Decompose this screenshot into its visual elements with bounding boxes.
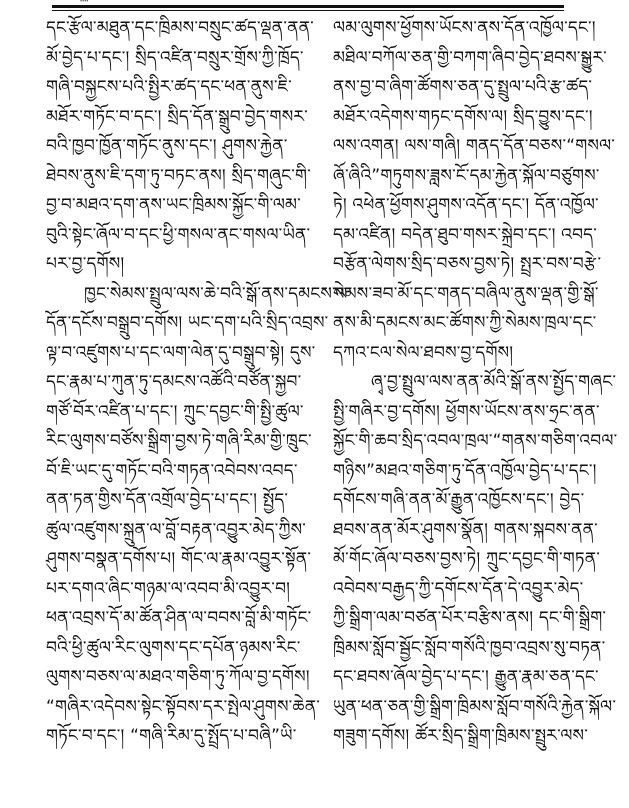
- header-rule-thin: [52, 10, 564, 11]
- header-rule-thick: [52, 5, 564, 8]
- text-line: ལས་འགན། ལས་གཞི། གནད་དོན་བཅས་“གསལ་: [333, 136, 616, 156]
- text-line: ལྟ་བ་འཛུགས་པ་དང་ལག་ལེན་དུ་བསྒྲུབ་སྟེ། དུས་: [46, 342, 316, 363]
- text-line: ཁྱང་སེམས་སྤྲུལ་ལས་ཆེ་བའི་སྒོ་ནས་དམངས་ལ་: [84, 283, 352, 304]
- text-line: དང་ཐབས་ཞོལ་བྱེད་པ་དང་། རྒྱུན་རྣམ་ཅན་དང་: [333, 667, 599, 687]
- text-line: ནས་བྱ་བ་ཞིག་ཚོགས་ཅན་དུ་སྤྲུལ་པའི་རྩ་ཚད་: [333, 77, 593, 97]
- text-line: གཞི་བསྐྱངས་པའི་སྤྱིར་ཚད་དང་ཕན་ནུས་ཇི་: [46, 77, 292, 97]
- text-line: སེམས་ཟབ་མོ་དང་གནད་བཞིལ་ནུས་ལྡན་གྱི་སྒོ་: [333, 283, 599, 304]
- text-line: “གཞིར་འདེབས་སྟེང་སྟོབས་དར་སྤེལ་ཤུགས་ཆེན་: [46, 696, 321, 717]
- text-line: ཚུལ་འཛུགས་སྐྲུན་ལ་བློ་བརྟན་འབྱུར་མེད་ཀྱིས་: [46, 519, 307, 540]
- text-line: ཕན་འབྲས་དོ་མ་ཚོན་ཤིན་ལ་བབས་བློ་མི་གཏོང་: [46, 608, 312, 628]
- left-column: [46, 14, 352, 752]
- text-line: བྱ་བ་མཐའ་དག་ནས་ཡང་ཁྲིམས་སྐྱོང་གི་ལམ་: [46, 195, 301, 215]
- text-line: མོ་གོང་ཞོལ་བཅས་བྱས་ཏེ། ཀྲུང་དབྱང་གི་གཏན་: [333, 549, 601, 569]
- text-line: ཀྱི་སྒྲིག་ལམ་བཙན་པོར་བརྩིས་ནས། དང་གི་སྒྲིག་: [333, 608, 607, 628]
- text-line: བའི་ཁྱབ་ཁྱོན་གཏོང་ནུས་དང་། ཤུགས་རྐྱེན་: [46, 136, 288, 156]
- text-line: སྤྱི་གཞིར་བྱ་དགོས། ཕྱོགས་ཡོངས་ནས་ཧྲང་ནན་: [333, 401, 600, 422]
- text-line: དགོངས་གཞི་ནན་མོ་རྒྱུན་འཁྱོངས་དང་། བྱེད་: [333, 490, 585, 510]
- text-line: ལམ་ལུགས་ཕྱོགས་ཡོངས་ནས་དོན་འཁྱོལ་དང་།: [333, 18, 596, 38]
- text-line: ལུགས་བཅས་ལ་མཐའ་གཅིག་ཏུ་ཀོལ་བྱ་དགོས།: [46, 667, 310, 687]
- text-line: རིང་ལུགས་བཙོས་སྒྲིག་བྱས་ཏེ་གཞི་རིམ་གྱི་ཁྲུང་: [46, 431, 312, 451]
- text-line: མཐོར་གཏོང་བ་དང་། སྲིད་དོན་སྒྲུབ་བྱེད་གསར་: [46, 106, 308, 127]
- text-line: ཁྲིམས་སློབ་སྦྱོང་སློབ་གསོའི་ཁྱབ་འབྲས་སུ་བཏན་: [333, 637, 606, 658]
- right-column: [333, 14, 618, 752]
- text-line: མཐོར་འདེགས་གཏང་དགོས་ལ། སྲིད་བྱུས་དང་།: [333, 106, 593, 127]
- text-line: དམ་འཛིན། བདེན་ཐུབ་གསར་སྐྲེབ་དང་། འབད་: [333, 224, 597, 245]
- text-line: དང་རྩོལ་མཐུན་དང་ཁྲིམས་བསྲུང་ཚད་ལྡན་ནན་: [46, 18, 314, 38]
- text-line: ཐབས་ནན་མོར་ཤུགས་སྣོན། གནས་སྐབས་ནན་: [333, 519, 598, 540]
- text-line: གཟུག་དགོས། ཚོར་སྲིད་སྒྲིག་ཁྲིམས་སྤྲུར་ལས་: [333, 726, 588, 746]
- text-line: བའི་ཕྱི་ཚུལ་རིང་ལུགས་དང་དཔོན་ཉམས་རིང་: [46, 637, 301, 658]
- text-line: གཉིས”མཐའ་གཅིག་ཏུ་དོན་འཁྱོལ་བྱེད་པ་དང་།: [333, 460, 597, 481]
- text-line: ནས་མི་དམངས་མང་ཚོགས་ཀྱི་སེམས་ཁྲལ་དང་: [333, 313, 597, 333]
- text-line: ཞོ་ཞིའི”གཏུགས་ཟླས་ངོ་དམ་རྐྱེན་སྐོལ་བཙུགས་: [333, 165, 600, 186]
- text-line: བརྩོན་ལེགས་སྲིད་བཅས་བྱས་ཏེ། སྤྲར་བས་བརྩེ་: [333, 254, 602, 274]
- text-line: དང་རྣམ་པ་ཀུན་ཏུ་དམངས་འཚོའི་བཙོན་སྐྱབ་: [46, 372, 302, 392]
- text-line: ཏེ། འཕེན་ཕྱོགས་ཤུགས་འདོན་དང་། དོན་འཁྱོལ་: [333, 195, 599, 215]
- text-line: བུའི་སྟེང་ཞོལ་བ་དང་ཕྱི་གསལ་ནང་གསལ་ཡིན་: [46, 224, 311, 245]
- text-line: ནན་ཏན་གྱིས་དོན་འགྲོལ་བྱེད་པ་དང་། སྤྱོད་: [46, 490, 289, 510]
- text-line: གཏོང་བ་དང་། “གཞི་རིམ་དུ་སྤྲོད་པ་བཞི”ཡི་: [46, 726, 297, 746]
- text-line: ཤུགས་བསྣན་དགོས་པ། གོང་ལ་རྣམ་འབྱུར་སྟོན་: [46, 549, 312, 569]
- text-line: དོན་དངོས་བསྒྲུབ་དགོས། ཡང་དག་པའི་སྲིད་འབྲས་: [46, 313, 329, 333]
- text-line: ཐེབས་ནུས་ཇི་དག་ཏུ་བཏང་ནས། སྲིད་གཞུང་གི་: [46, 165, 311, 186]
- text-line: མཐིལ་བཀོལ་ཅན་གྱི་བཀག་ཞིབ་བྱེད་ཐབས་སྒྱུར་: [333, 47, 607, 68]
- text-line: ཞྭ་བྱ་སྤྲུལ་ལས་ནན་མོའི་སྒོ་ནས་སྤྱོད་གཞང་: [371, 372, 617, 392]
- text-line: དཀའ་ངལ་སེལ་ཐབས་བྱ་དགོས།: [333, 342, 514, 363]
- text-line: གཙོ་བོར་འཛིན་པ་དང་། ཀྲུང་དབྱང་གི་སྤྱི་ཚུལ་: [46, 401, 304, 422]
- text-line: པར་བྱ་དགོས།: [46, 254, 125, 274]
- text-line: མོ་བྱེད་པ་དང་། སྲིད་འཛིན་བསྲུར་གྲོས་ཀྱི་ཁྲོད་: [46, 47, 304, 68]
- text-line: ཡུན་ཕན་ཅན་གྱི་སྒྲིག་ཁྲིམས་སློབ་གསོའི་རྐྱེན་སྐོལ་: [333, 696, 617, 717]
- text-line: འབེབས་བརྒྱད་ཀྱི་དགོངས་དོན་དེ་འབྱུར་མེད་: [333, 578, 584, 599]
- text-line: པར་དགའ་ཞིང་གཉམ་ལ་འབབ་མི་འབྱུར་བ།: [46, 578, 291, 599]
- text-line: བོ་ཇི་ཡང་དུ་གཏོང་བའི་གཏན་འབེབས་འབད་: [46, 460, 298, 481]
- text-line: སྐྱོང་གི་ཆབ་སྲིད་འབལ་ཁྲལ་“གནས་གཅིག་འབལ་: [333, 431, 618, 451]
- running-header-mark: ་་་་: [80, 0, 89, 10]
